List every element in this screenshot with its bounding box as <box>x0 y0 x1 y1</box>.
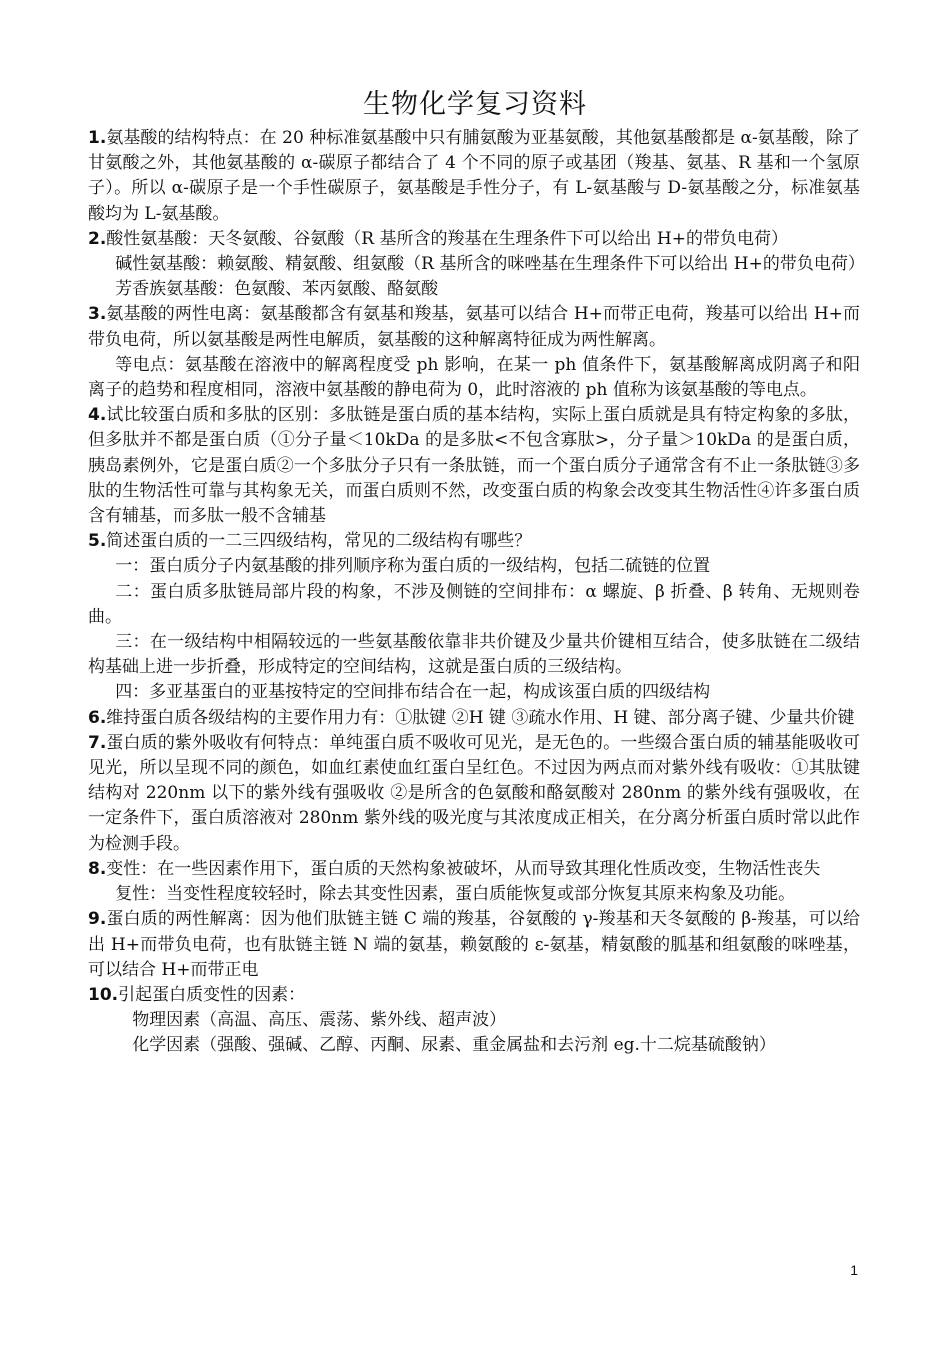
paragraph-text: 氨基酸的结构特点：在 20 种标准氨基酸中只有脯氨酸为亚基氨酸，其他氨基酸都是 α-氨基酸，除了甘氨酸之外，其他氨基酸的 α-碳原子都结合了 4 个不同的原子或基团（羧基、氨基、R 基和一个氢原子）。所以 α-碳原子是一个手性碳原子，氨基酸是手性分子，有 L-氨基酸与 D-氨基酸之分，标准氨基酸均为 L-氨基酸。 <box>88 128 860 224</box>
paragraph-text: 简述蛋白质的一二三四级结构，常见的二级结构有哪些？ <box>106 531 532 552</box>
item-number: 7. <box>88 732 107 753</box>
paragraph-text: 二：蛋白质多肽链局部片段的构象，不涉及侧链的空间排布：α 螺旋、β 折叠、β 转角、无规则卷曲。 <box>88 581 860 627</box>
paragraph-6 <box>88 706 860 731</box>
paragraph-text: 引起蛋白质变性的因素： <box>118 984 306 1005</box>
item-number: 5. <box>88 531 107 552</box>
paragraph-8-renaturation <box>88 882 860 907</box>
paragraph-text: 三：在一级结构中相隔较远的一些氨基酸依靠非共价键及少量共价键相互结合，使多肽链在二级结构基础上进一步折叠，形成特定的空间结构，这就是蛋白质的三级结构。 <box>88 632 860 678</box>
paragraph-10-chemical <box>88 1033 860 1058</box>
paragraph-text: 复性：当变性程度较轻时，除去其变性因素，蛋白质能恢复或部分恢复其原来构象及功能。 <box>115 884 796 905</box>
paragraph-text: 碱性氨基酸：赖氨酸、精氨酸、组氨酸（R 基所含的咪唑基在生理条件下可以给出 H+的带负电荷） <box>115 254 865 275</box>
item-number: 3. <box>88 304 107 325</box>
paragraph-2 <box>88 227 860 252</box>
page-number: 1 <box>850 1262 858 1278</box>
paragraph-2-basic <box>88 252 865 277</box>
paragraph-text: 芳香族氨基酸：色氨酸、苯丙氨酸、酪氨酸 <box>115 279 439 300</box>
paragraph-5-tertiary <box>88 630 860 680</box>
paragraph-text: 蛋白质的紫外吸收有何特点：单纯蛋白质不吸收可见光，是无色的。一些缀合蛋白质的辅基能吸收可见光，所以呈现不同的颜色，如血红素使血红蛋白呈红色。不过因为两点而对紫外线有吸收：①其肽键结构对 220nm 以下的紫外线有强吸收 ②是所含的色氨酸和酪氨酸对 280nm 的紫外线有强吸收，在一定条件下，蛋白质溶液对 280nm 紫外线的吸光度与其浓度成正相关，在分离分析蛋白质时常以此作为检测手段。 <box>88 732 860 854</box>
paragraph-text: 物理因素（高温、高压、震荡、紫外线、超声波） <box>132 1010 507 1031</box>
paragraph-4 <box>88 403 860 529</box>
paragraph-5-secondary <box>88 580 860 630</box>
paragraph-3-isoelectric <box>88 353 860 403</box>
item-number: 4. <box>88 405 107 426</box>
paragraph-5 <box>88 529 860 554</box>
paragraph-9 <box>88 907 860 983</box>
document-body <box>88 126 865 1059</box>
paragraph-2-aromatic <box>88 277 860 302</box>
paragraph-text: 维持蛋白质各级结构的主要作用力有：①肽键 ②H 键 ③疏水作用、H 键、部分离子键、少量共价键 <box>106 707 855 728</box>
item-number: 10. <box>88 984 119 1005</box>
item-number: 8. <box>88 858 107 879</box>
item-number: 2. <box>88 228 107 249</box>
paragraph-7 <box>88 731 860 857</box>
item-number: 1. <box>88 128 107 148</box>
paragraph-text: 等电点：氨基酸在溶液中的解离程度受 ph 影响，在某一 ph 值条件下，氨基酸解离成阴离子和阳离子的趋势和程度相同，溶液中氨基酸的静电荷为 0，此时溶液的 ph 值称为该氨基酸的等电点。 <box>88 354 860 401</box>
page-title: 生物化学复习资料 <box>363 89 587 120</box>
item-number: 9. <box>88 909 107 930</box>
paragraph-10 <box>88 983 860 1008</box>
paragraph-5-quaternary <box>88 680 860 705</box>
paragraph-8 <box>88 857 860 882</box>
paragraph-10-physical <box>88 1008 860 1033</box>
item-number: 6. <box>88 707 107 728</box>
paragraph-text: 氨基酸的两性电离：氨基酸都含有氨基和羧基，氨基可以结合 H+而带正电荷，羧基可以给出 H+而带负电荷，所以氨基酸是两性电解质，氨基酸的这种解离特征成为两性解离。 <box>88 304 860 350</box>
paragraph-text: 酸性氨基酸：天冬氨酸、谷氨酸（R 基所含的羧基在生理条件下可以给出 H+的带负电荷） <box>106 228 788 249</box>
paragraph-text: 蛋白质的两性解离：因为他们肽链主链 C 端的羧基，谷氨酸的 γ-羧基和天冬氨酸的 β-羧基，可以给出 H+而带负电荷，也有肽链主链 N 端的氨基，赖氨酸的 ε-氨基，精氨酸的胍基和组氨酸的咪唑基，可以结合 H+而带正电 <box>88 909 860 980</box>
paragraph-5-primary <box>88 554 860 579</box>
paragraph-text: 变性：在一些因素作用下，蛋白质的天然构象被破坏，从而导致其理化性质改变，生物活性丧失 <box>106 858 821 879</box>
paragraph-3 <box>88 302 860 352</box>
paragraph-text: 一：蛋白质分子内氨基酸的排列顺序称为蛋白质的一级结构，包括二硫链的位置 <box>115 556 711 577</box>
paragraph-text: 化学因素（强酸、强碱、乙醇、丙酮、尿素、重金属盐和去污剂 eg.十二烷基硫酸钠） <box>132 1035 776 1056</box>
paragraph-1 <box>88 126 860 227</box>
paragraph-text: 试比较蛋白质和多肽的区别：多肽链是蛋白质的基本结构，实际上蛋白质就是具有特定构象的多肽，但多肽并不都是蛋白质（①分子量＜10kDa 的是多肽<不包含寡肽>，分子量＞10kDa 的是蛋白质，胰岛素例外，它是蛋白质②一个多肽分子只有一条肽链，而一个蛋白质分子通常含有不止一条肽链③多肽的生物活性可靠与其构象无关，而蛋白质则不然，改变蛋白质的构象会改变其生物活性④许多蛋白质含有辅基，而多肽一般不含辅基 <box>88 405 860 527</box>
paragraph-text: 四：多亚基蛋白的亚基按特定的空间排布结合在一起，构成该蛋白质的四级结构 <box>115 682 711 703</box>
